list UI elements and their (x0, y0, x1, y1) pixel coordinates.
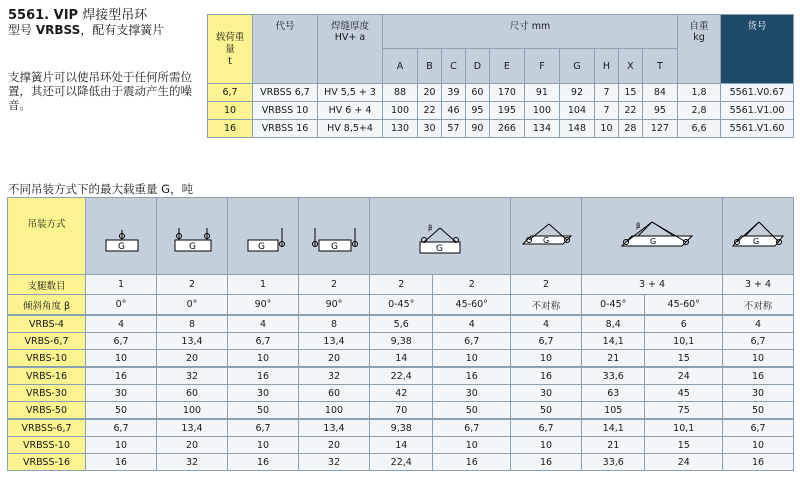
dim-value: 88 (383, 84, 418, 102)
load-value: 100 (299, 402, 370, 420)
load-value: 15 (645, 350, 723, 368)
method-icon-2 (157, 198, 228, 275)
dim-value: 100 (524, 102, 559, 120)
dim-value: 95 (642, 102, 677, 120)
load-value: 6,7 (86, 333, 157, 350)
code-value: VRBSS 16 (253, 120, 318, 138)
method-header: 吊装方式 (8, 198, 86, 275)
double-vertical-lift-icon (157, 216, 227, 256)
angle-label: 倾斜角度 β (8, 295, 86, 316)
load-value: 21 (582, 350, 645, 368)
dim-letter-x: X (618, 49, 642, 84)
load-value: 6,7 (208, 84, 253, 102)
load-value: 8 (157, 315, 228, 333)
load-value: 20 (157, 437, 228, 454)
dim-letter-b: B (418, 49, 442, 84)
strands-value: 1 (86, 275, 157, 295)
svg-text:G: G (258, 242, 265, 252)
load-value: 32 (299, 367, 370, 385)
dim-value: 92 (559, 84, 594, 102)
eyebolt-model: VRBSS-6,7 (8, 419, 86, 437)
load-value: 4 (433, 315, 511, 333)
angle-value: 45-60° (645, 295, 723, 316)
dim-value: 20 (418, 84, 442, 102)
weight-value: 2,8 (678, 102, 721, 120)
strands-value: 2 (299, 275, 370, 295)
single-side-lift-icon (228, 216, 298, 256)
load-row (8, 367, 794, 385)
load-value: 16 (86, 367, 157, 385)
product-description: 支撑簧片可以使吊环处于任何所需位置，其还可以降低由于震动产生的噪音。 (8, 70, 192, 112)
product-name: 焊接型吊环 (82, 8, 148, 23)
eyebolt-model: VRBS-30 (8, 385, 86, 402)
load-value: 4 (511, 315, 582, 333)
load-table (7, 197, 794, 471)
load-value: 4 (228, 315, 299, 333)
spec-row (208, 84, 794, 102)
weld-header: 焊缝厚度 HV+ a (318, 15, 383, 84)
load-value: 10 (723, 437, 794, 454)
dim-value: 148 (559, 120, 594, 138)
dim-value: 91 (524, 84, 559, 102)
load-value: 10 (511, 437, 582, 454)
dim-value: 90 (465, 120, 489, 138)
method-icon-3 (228, 198, 299, 275)
dim-letter-a: A (383, 49, 418, 84)
load-value: 13,4 (157, 419, 228, 437)
load-value: 24 (645, 367, 723, 385)
load-value: 33,6 (582, 454, 645, 471)
load-value: 6 (645, 315, 723, 333)
double-side-lift-icon (299, 216, 369, 256)
load-value: 10,1 (645, 333, 723, 350)
angle-value: 0-45° (370, 295, 433, 316)
eyebolt-model: VRBS-4 (8, 315, 86, 333)
load-value: 13,4 (299, 333, 370, 350)
method-icon-8 (723, 198, 794, 275)
angle-value: 45-60° (433, 295, 511, 316)
angle-value: 90° (299, 295, 370, 316)
load-value: 16 (511, 454, 582, 471)
dim-value: 46 (441, 102, 465, 120)
load-value: 14 (370, 350, 433, 368)
load-value: 10 (433, 437, 511, 454)
strands-label: 支腿数目 (8, 275, 86, 295)
model-suffix: ，配有支撑簧片 (80, 23, 165, 37)
dim-value: 7 (594, 102, 618, 120)
item-number: 5561.V1.00 (721, 102, 794, 120)
load-value: 22,4 (370, 454, 433, 471)
spec-table (207, 14, 794, 138)
two-leg-angle-lift-icon (370, 214, 510, 258)
weight-value: 1,8 (678, 84, 721, 102)
code-header: 代号 (253, 15, 318, 84)
item-header: 货号 (721, 15, 794, 84)
load-value: 10 (511, 350, 582, 368)
dim-value: 60 (465, 84, 489, 102)
load-value: 30 (511, 385, 582, 402)
load-value: 9,38 (370, 333, 433, 350)
load-value: 60 (157, 385, 228, 402)
dim-value: 95 (465, 102, 489, 120)
load-value: 14 (370, 437, 433, 454)
weight-value: 6,6 (678, 120, 721, 138)
strands-value: 2 (433, 275, 511, 295)
load-value: 16 (86, 454, 157, 471)
load-value: 33,6 (582, 367, 645, 385)
model-prefix: 型号 (8, 23, 33, 37)
svg-text:G: G (118, 242, 125, 252)
strands-value: 2 (157, 275, 228, 295)
load-value: 10,1 (645, 419, 723, 437)
load-value: 100 (157, 402, 228, 420)
dim-value: 266 (489, 120, 524, 138)
method-icon-6 (511, 198, 582, 275)
load-value: 16 (433, 367, 511, 385)
load-value: 14,1 (582, 419, 645, 437)
load-value: 10 (86, 437, 157, 454)
eyebolt-model: VRBS-16 (8, 367, 86, 385)
load-value: 32 (299, 454, 370, 471)
load-value: 30 (86, 385, 157, 402)
load-value: 15 (645, 437, 723, 454)
dim-value: 10 (594, 120, 618, 138)
load-value: 42 (370, 385, 433, 402)
load-value: 45 (645, 385, 723, 402)
load-value: 21 (582, 437, 645, 454)
dim-value: 22 (418, 102, 442, 120)
dim-value: 170 (489, 84, 524, 102)
load-value: 60 (299, 385, 370, 402)
load-value: 6,7 (228, 333, 299, 350)
load-value: 30 (723, 385, 794, 402)
strands-value: 2 (511, 275, 582, 295)
dim-value: 130 (383, 120, 418, 138)
load-value: 6,7 (723, 419, 794, 437)
dim-value: 134 (524, 120, 559, 138)
load-row (8, 402, 794, 420)
load-value: 10 (433, 350, 511, 368)
load-table-caption: 不同吊装方式下的最大载重量 G，吨 (8, 182, 194, 196)
load-value: 8,4 (582, 315, 645, 333)
load-value: 50 (433, 402, 511, 420)
dim-value: 15 (618, 84, 642, 102)
load-value: 105 (582, 402, 645, 420)
load-row (8, 437, 794, 454)
weld-value: HV 8,5+4 (318, 120, 383, 138)
angle-value: 0° (157, 295, 228, 316)
svg-text:G: G (543, 236, 550, 245)
load-value: 5,6 (370, 315, 433, 333)
strands-value: 1 (228, 275, 299, 295)
dim-value: 127 (642, 120, 677, 138)
load-value: 13,4 (157, 333, 228, 350)
load-row (8, 333, 794, 350)
load-value: 10 (86, 350, 157, 368)
load-header: 载荷重量 t (208, 15, 253, 84)
load-value: 10 (208, 102, 253, 120)
load-value: 6,7 (433, 333, 511, 350)
load-value: 50 (511, 402, 582, 420)
dim-value: 39 (441, 84, 465, 102)
load-value: 8 (299, 315, 370, 333)
load-row (8, 454, 794, 471)
strands-value: 3 + 4 (723, 275, 794, 295)
dim-value: 195 (489, 102, 524, 120)
load-value: 6,7 (433, 419, 511, 437)
load-value: 4 (86, 315, 157, 333)
load-value: 20 (157, 350, 228, 368)
multi-leg-angle-lift-icon (582, 214, 722, 258)
dim-letter-c: C (441, 49, 465, 84)
load-row (8, 419, 794, 437)
load-value: 4 (723, 315, 794, 333)
eyebolt-model: VRBSS-10 (8, 437, 86, 454)
angle-value: 不对称 (723, 295, 794, 316)
dim-value: 100 (383, 102, 418, 120)
code-value: VRBSS 6,7 (253, 84, 318, 102)
load-value: 20 (299, 437, 370, 454)
strands-value: 2 (370, 275, 433, 295)
svg-text:β: β (636, 222, 641, 230)
load-value: 10 (228, 437, 299, 454)
svg-text:G: G (753, 237, 760, 246)
load-value: 16 (723, 367, 794, 385)
model-code: VRBSS (35, 23, 81, 37)
load-value: 9,38 (370, 419, 433, 437)
dim-value: 104 (559, 102, 594, 120)
dim-value: 84 (642, 84, 677, 102)
dim-value: 57 (441, 120, 465, 138)
dims-header: 尺寸 mm (383, 15, 678, 49)
spec-row (208, 102, 794, 120)
load-value: 50 (723, 402, 794, 420)
asymmetric-two-leg-lift-icon (511, 214, 581, 258)
load-value: 16 (433, 454, 511, 471)
method-icon-7 (582, 198, 723, 275)
angle-value: 不对称 (511, 295, 582, 316)
load-value: 6,7 (86, 419, 157, 437)
load-value: 75 (645, 402, 723, 420)
angle-value: 0° (86, 295, 157, 316)
angle-value: 0-45° (582, 295, 645, 316)
dim-letter-d: D (465, 49, 489, 84)
dim-letter-t: T (642, 49, 677, 84)
load-value: 20 (299, 350, 370, 368)
load-value: 32 (157, 367, 228, 385)
load-value: 50 (86, 402, 157, 420)
dim-value: 7 (594, 84, 618, 102)
product-subtitle (8, 21, 164, 38)
code-value: VRBSS 10 (253, 102, 318, 120)
load-row (8, 350, 794, 368)
dim-letter-e: E (489, 49, 524, 84)
load-row (8, 385, 794, 402)
weld-value: HV 6 + 4 (318, 102, 383, 120)
product-code: 5561. VIP (8, 8, 79, 23)
weld-value: HV 5,5 + 3 (318, 84, 383, 102)
load-value: 30 (228, 385, 299, 402)
svg-text:β: β (428, 224, 433, 232)
load-value: 16 (511, 367, 582, 385)
eyebolt-model: VRBS-10 (8, 350, 86, 368)
single-vertical-lift-icon (86, 216, 156, 256)
eyebolt-model: VRBSS-16 (8, 454, 86, 471)
spec-row (208, 120, 794, 138)
load-value: 10 (723, 350, 794, 368)
load-value: 10 (228, 350, 299, 368)
dim-value: 22 (618, 102, 642, 120)
load-value: 6,7 (723, 333, 794, 350)
load-value: 16 (723, 454, 794, 471)
load-value: 6,7 (511, 419, 582, 437)
load-value: 24 (645, 454, 723, 471)
strands-value: 3 + 4 (582, 275, 723, 295)
load-row (8, 315, 794, 333)
svg-text:G: G (189, 242, 196, 252)
svg-text:G: G (331, 242, 338, 252)
dim-value: 30 (418, 120, 442, 138)
load-value: 63 (582, 385, 645, 402)
method-icon-1 (86, 198, 157, 275)
dim-letter-g: G (559, 49, 594, 84)
load-value: 6,7 (511, 333, 582, 350)
eyebolt-model: VRBS-6,7 (8, 333, 86, 350)
load-value: 70 (370, 402, 433, 420)
load-value: 50 (228, 402, 299, 420)
angle-value: 90° (228, 295, 299, 316)
load-value: 14,1 (582, 333, 645, 350)
item-number: 5561.V1.60 (721, 120, 794, 138)
load-value: 32 (157, 454, 228, 471)
svg-text:G: G (650, 237, 657, 246)
asymmetric-multi-leg-lift-icon (723, 214, 793, 258)
dim-letter-f: F (524, 49, 559, 84)
dim-value: 28 (618, 120, 642, 138)
load-value: 22,4 (370, 367, 433, 385)
method-icon-4 (299, 198, 370, 275)
item-number: 5561.V0.67 (721, 84, 794, 102)
load-value: 16 (228, 454, 299, 471)
weight-header: 自重 kg (678, 15, 721, 84)
load-value: 16 (228, 367, 299, 385)
eyebolt-model: VRBS-50 (8, 402, 86, 420)
load-value: 16 (208, 120, 253, 138)
method-icon-5 (370, 198, 511, 275)
load-value: 30 (433, 385, 511, 402)
dim-letter-h: H (594, 49, 618, 84)
load-value: 6,7 (228, 419, 299, 437)
svg-text:G: G (436, 244, 443, 254)
load-value: 13,4 (299, 419, 370, 437)
